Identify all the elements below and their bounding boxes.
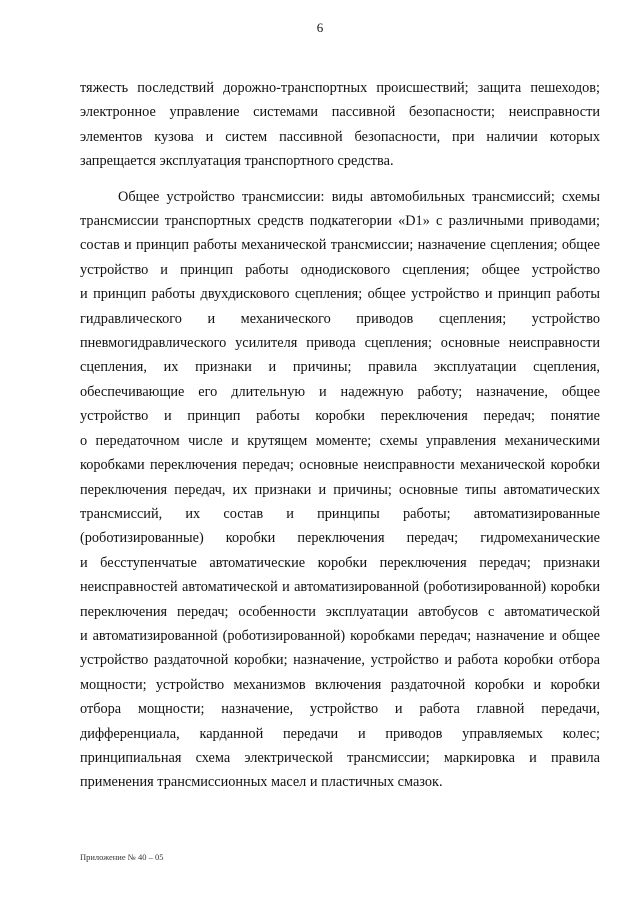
paragraph-2 — [80, 185, 600, 795]
text-line: трансмиссий, их состав и принципы работы; автоматизированные — [80, 505, 600, 522]
text-line: (роботизированные) коробки переключения передач; гидромеханические — [80, 530, 600, 547]
text-line: и автоматизированной (роботизированной) коробками передач; назначение и общее — [80, 627, 600, 644]
text-line: сцепления, их признаки и причины; правила эксплуатации сцепления, — [80, 359, 600, 376]
text-line: запрещается эксплуатация транспортного средства. — [80, 153, 394, 170]
text-line: состав и принцип работы механической трансмиссии; назначение сцепления; общее — [80, 237, 600, 254]
text-line: применения трансмиссионных масел и пластичных смазок. — [80, 774, 443, 791]
text-line: устройство и принцип работы коробки переключения передач; понятие — [80, 408, 600, 425]
page-number: 6 — [316, 20, 324, 35]
text-line: о передаточном числе и крутящем моменте; схемы управления механическими — [80, 432, 600, 449]
text-line: переключения передач; особенности эксплуатации автобусов с автоматической — [80, 603, 600, 620]
text-line: неисправностей автоматической и автоматизированной (роботизированной) коробки — [80, 579, 600, 596]
text-line: трансмиссии транспортных средств подкатегории «D1» с различными приводами; — [80, 213, 600, 230]
text-line: принципиальная схема электрической трансмиссии; маркировка и правила — [80, 749, 600, 766]
footer-note: Приложение № 40 – 05 — [80, 852, 164, 862]
text-line: тяжесть последствий дорожно-транспортных происшествий; защита пешеходов; — [80, 80, 600, 96]
text-line: электронное управление системами пассивной безопасности; неисправности — [80, 104, 600, 121]
text-line: дифференциала, карданной передачи и приводов управляемых колес; — [80, 725, 600, 742]
text-line: Общее устройство трансмиссии: виды автомобильных трансмиссий; схемы — [118, 188, 600, 205]
text-line: устройство раздаточной коробки; назначение, устройство и работа коробки отбора — [80, 652, 600, 669]
text-line: обеспечивающие его длительную и надежную работу; назначение, общее — [80, 383, 600, 400]
text-line: устройство и принцип работы однодискового сцепления; общее устройство — [80, 261, 600, 278]
text-line: и принцип работы двухдискового сцепления; общее устройство и принцип работы — [80, 286, 600, 303]
text-line: переключения передач, их признаки и причины; основные типы автоматических — [80, 481, 600, 498]
paragraph-1 — [80, 76, 600, 174]
text-line: коробками переключения передач; основные неисправности механической коробки — [80, 457, 600, 474]
text-line: пневмогидравлического усилителя привода сцепления; основные неисправности — [80, 335, 600, 352]
document-body — [80, 76, 600, 795]
text-line: и бесступенчатые автоматические коробки переключения передач; признаки — [80, 554, 600, 571]
text-line: мощности; устройство механизмов включения раздаточной коробки и коробки — [80, 676, 600, 693]
text-line: элементов кузова и систем пассивной безопасности, при наличии которых — [80, 128, 600, 145]
text-line: гидравлического и механического приводов сцепления; устройство — [80, 310, 600, 327]
text-line: отбора мощности; назначение, устройство и работа главной передачи, — [80, 701, 600, 718]
